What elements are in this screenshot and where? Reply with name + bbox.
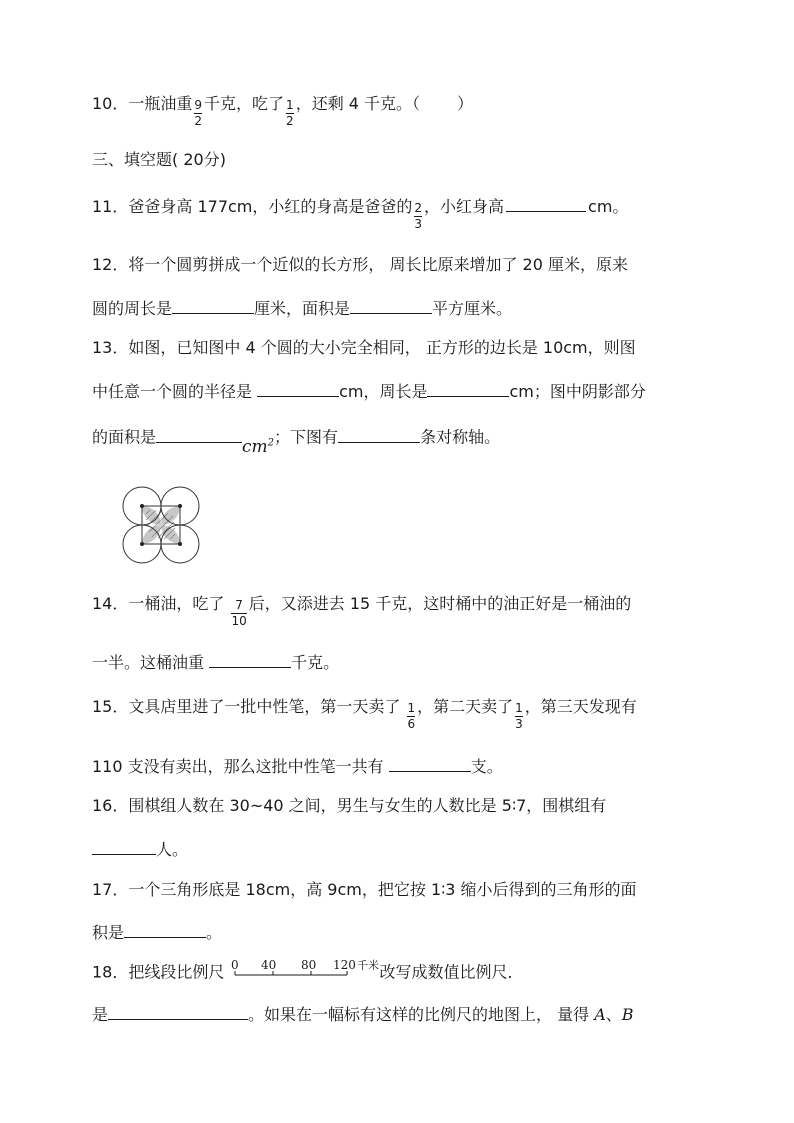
question-13-line-2 xyxy=(92,380,646,402)
center-dot xyxy=(178,542,182,546)
question-text: cm。 xyxy=(588,197,629,216)
center-dot xyxy=(140,504,144,508)
point-a-label: A xyxy=(594,1005,606,1024)
question-17-line-2 xyxy=(92,921,222,943)
scale-label: 80 xyxy=(301,958,317,972)
question-10 xyxy=(92,90,474,128)
question-text: 人。 xyxy=(156,840,189,859)
question-text: 一桶油，吃了 xyxy=(128,594,230,613)
question-number: 16． xyxy=(92,796,129,815)
answer-blank[interactable] xyxy=(172,297,254,314)
question-text: 条对称轴。 xyxy=(420,427,501,447)
question-12-line-2 xyxy=(92,297,512,319)
fraction xyxy=(194,99,202,128)
denominator: 6 xyxy=(407,717,416,731)
question-18 xyxy=(92,960,524,986)
question-text: 平方厘米。 xyxy=(432,299,513,318)
question-15-line-2 xyxy=(92,755,503,777)
question-text: 中任意一个圆的半径是 xyxy=(92,382,258,401)
question-12 xyxy=(92,255,628,275)
four-circles-figure xyxy=(120,484,200,568)
center-dot xyxy=(178,504,182,508)
answer-blank[interactable] xyxy=(108,1003,248,1020)
answer-blank[interactable] xyxy=(506,195,586,212)
unit-text: cm xyxy=(242,436,268,457)
question-text: 圆的周长是 xyxy=(92,299,173,318)
question-text: 一半。这桶油重 xyxy=(92,653,210,672)
question-number: 10． xyxy=(92,94,129,113)
question-13-line-3 xyxy=(92,424,501,457)
point-b-label: B xyxy=(621,1005,634,1024)
question-text: 一个三角形底是 18cm，高 9cm，把它按 1∶3 缩小后得到的三角形的面 xyxy=(128,880,637,899)
fraction xyxy=(286,99,294,128)
question-text: 厘米，面积是 xyxy=(254,299,351,318)
numerator: 1 xyxy=(286,98,294,112)
numerator: 9 xyxy=(194,98,203,112)
question-text: ，还剩 4 千克。（ ） xyxy=(295,94,474,113)
unit-cm2 xyxy=(242,437,274,457)
scale-unit: 千米 xyxy=(357,959,380,972)
numerator: 1 xyxy=(515,701,523,715)
numerator: 7 xyxy=(235,598,243,612)
question-number: 15． xyxy=(92,697,129,716)
line-scale-bar xyxy=(229,957,379,983)
question-text: 支。 xyxy=(470,757,503,776)
question-number: 17． xyxy=(92,880,129,899)
denominator: 3 xyxy=(414,217,423,231)
question-text: ，第二天卖了 xyxy=(417,697,514,716)
answer-blank[interactable] xyxy=(338,426,420,443)
question-text: 是 xyxy=(92,1005,109,1024)
answer-blank[interactable] xyxy=(156,426,242,443)
question-number: 11． xyxy=(92,197,129,216)
denominator: 2 xyxy=(194,114,203,128)
question-text: 围棋组人数在 30~40 之间，男生与女生的人数比是 5∶7，围棋组有 xyxy=(128,796,607,815)
answer-blank[interactable] xyxy=(427,380,509,397)
question-text: 千克，吃了 xyxy=(204,94,285,113)
question-number: 14． xyxy=(92,594,129,613)
answer-blank[interactable] xyxy=(124,921,206,938)
denominator: 10 xyxy=(231,614,247,628)
center-dot xyxy=(140,542,144,546)
numerator: 1 xyxy=(407,701,416,715)
question-text: 。 xyxy=(206,923,223,942)
question-text: 。如果在一幅标有这样的比例尺的地图上， 量得 xyxy=(248,1005,595,1024)
scale-label: 120 xyxy=(333,958,357,972)
question-text: 如图，已知图中 4 个圆的大小完全相同， 正方形的边长是 10cm，则图 xyxy=(128,338,636,357)
question-number: 12． xyxy=(92,255,129,274)
question-text: cm，周长是 xyxy=(339,382,428,401)
answer-blank[interactable] xyxy=(257,380,339,397)
question-17 xyxy=(92,880,637,900)
answer-blank[interactable] xyxy=(389,755,471,772)
question-text: cm；图中阴影部分 xyxy=(509,382,646,401)
question-text: 一瓶油重 xyxy=(128,94,193,113)
question-number: 13． xyxy=(92,338,129,357)
question-text: 后，又添进去 15 千克，这时桶中的油正好是一桶油的 xyxy=(248,594,632,613)
four-circles-diagram xyxy=(120,484,200,564)
denominator: 2 xyxy=(286,114,294,128)
question-text: ；下图有 xyxy=(274,427,339,447)
question-text: 把线段比例尺 xyxy=(128,962,225,982)
question-text: 的面积是 xyxy=(92,427,157,447)
question-text: ，第三天发现有 xyxy=(524,697,637,716)
fraction xyxy=(414,202,422,231)
question-14 xyxy=(92,590,632,628)
fraction xyxy=(231,599,246,628)
question-text: 改写成数值比例尺． xyxy=(379,962,524,982)
question-16-line-2 xyxy=(92,838,188,860)
answer-blank[interactable] xyxy=(350,297,432,314)
question-18-line-2 xyxy=(92,1003,634,1025)
question-text: 千克。 xyxy=(291,653,340,672)
question-text: 将一个圆剪拼成一个近似的长方形， 周长比原来增加了 20 厘米，原来 xyxy=(128,255,628,274)
numerator: 2 xyxy=(414,201,423,215)
scale-label: 40 xyxy=(261,958,277,972)
denominator: 3 xyxy=(515,717,523,731)
scale-label: 0 xyxy=(231,958,240,972)
answer-blank[interactable] xyxy=(92,838,156,855)
section-heading: 三、填空题( 20分) xyxy=(92,150,226,169)
question-text: 110 支没有卖出，那么这批中性笔一共有 xyxy=(92,757,389,776)
separator: 、 xyxy=(605,1005,622,1024)
question-text: 积是 xyxy=(92,923,125,942)
question-14-line-2 xyxy=(92,651,339,673)
question-text: ，小红身高 xyxy=(424,197,505,216)
fraction xyxy=(407,702,415,731)
question-15 xyxy=(92,693,637,731)
question-16 xyxy=(92,796,606,816)
question-13 xyxy=(92,338,636,358)
answer-blank[interactable] xyxy=(209,651,291,668)
question-11 xyxy=(92,193,629,231)
fraction xyxy=(515,702,523,731)
question-text: 爸爸身高 177cm，小红的身高是爸爸的 xyxy=(128,197,413,216)
question-number: 18． xyxy=(92,962,129,982)
question-text: 文具店里进了一批中性笔，第一天卖了 xyxy=(128,697,406,716)
unit-exponent: 2 xyxy=(267,437,275,448)
